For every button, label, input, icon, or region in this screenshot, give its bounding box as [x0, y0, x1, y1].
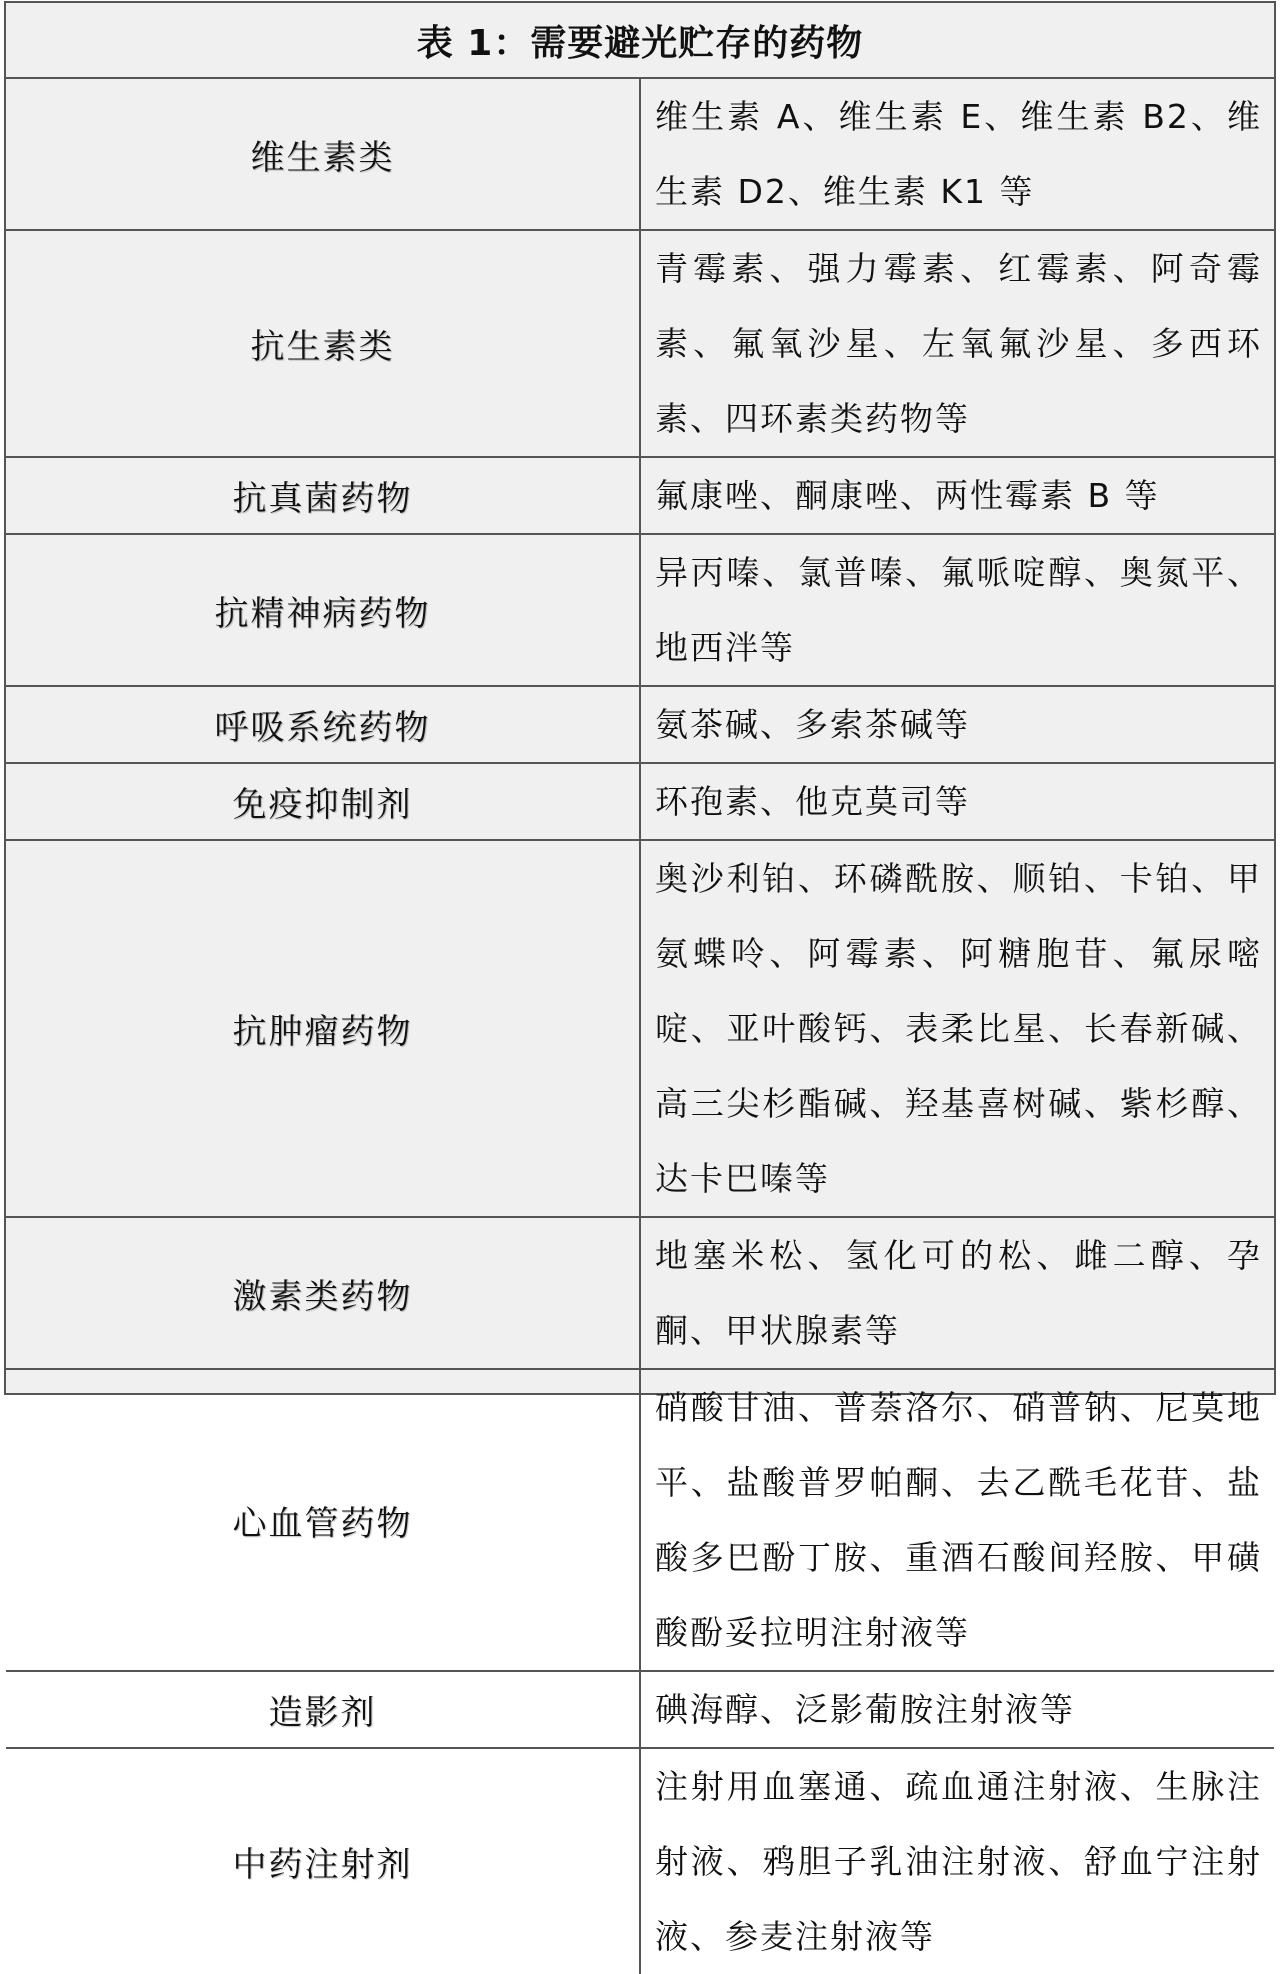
drugs-cell: 异丙嗪、氯普嗪、氟哌啶醇、奥氮平、地西泮等 [640, 534, 1274, 686]
drugs-cell: 环孢素、他克莫司等 [640, 763, 1274, 840]
category-cell: 造影剂 [6, 1671, 640, 1748]
table-header-row [6, 3, 1274, 78]
category-cell: 心血管药物 [6, 1369, 640, 1671]
drugs-cell: 维生素 A、维生素 E、维生素 B2、维生素 D2、维生素 K1 等 [640, 78, 1274, 230]
drugs-cell: 奥沙利铂、环磷酰胺、顺铂、卡铂、甲氨蝶呤、阿霉素、阿糖胞苷、氟尿嘧啶、亚叶酸钙、表柔比星、长春新碱、高三尖杉酯碱、羟基喜树碱、紫杉醇、达卡巴嗪等 [640, 840, 1274, 1217]
table-row [6, 1369, 1274, 1671]
category-cell: 抗生素类 [6, 230, 640, 457]
table-row [6, 1748, 1274, 1974]
drugs-cell: 碘海醇、泛影葡胺注射液等 [640, 1671, 1274, 1748]
table-grid [6, 3, 1274, 1974]
category-cell: 中药注射剂 [6, 1748, 640, 1974]
table-row [6, 534, 1274, 686]
drugs-cell: 地塞米松、氢化可的松、雌二醇、孕酮、甲状腺素等 [640, 1217, 1274, 1369]
table-row [6, 686, 1274, 763]
table-row [6, 1217, 1274, 1369]
category-cell: 抗肿瘤药物 [6, 840, 640, 1217]
drugs-cell: 注射用血塞通、疏血通注射液、生脉注射液、鸦胆子乳油注射液、舒血宁注射液、参麦注射液等 [640, 1748, 1274, 1974]
category-cell: 抗精神病药物 [6, 534, 640, 686]
table-row [6, 840, 1274, 1217]
table-row [6, 457, 1274, 534]
drugs-cell: 硝酸甘油、普萘洛尔、硝普钠、尼莫地平、盐酸普罗帕酮、去乙酰毛花苷、盐酸多巴酚丁胺、重酒石酸间羟胺、甲磺酸酚妥拉明注射液等 [640, 1369, 1274, 1671]
table-row [6, 1671, 1274, 1748]
drug-storage-table [4, 1, 1276, 1956]
drugs-cell: 氟康唑、酮康唑、两性霉素 B 等 [640, 457, 1274, 534]
table-title: 表 1：需要避光贮存的药物 [6, 3, 1274, 78]
table-row [6, 230, 1274, 457]
category-cell: 激素类药物 [6, 1217, 640, 1369]
category-cell: 呼吸系统药物 [6, 686, 640, 763]
category-cell: 抗真菌药物 [6, 457, 640, 534]
drugs-cell: 青霉素、强力霉素、红霉素、阿奇霉素、氟氧沙星、左氧氟沙星、多西环素、四环素类药物等 [640, 230, 1274, 457]
table-row [6, 763, 1274, 840]
drugs-cell: 氨茶碱、多索茶碱等 [640, 686, 1274, 763]
category-cell: 免疫抑制剂 [6, 763, 640, 840]
table-row [6, 78, 1274, 230]
category-cell: 维生素类 [6, 78, 640, 230]
